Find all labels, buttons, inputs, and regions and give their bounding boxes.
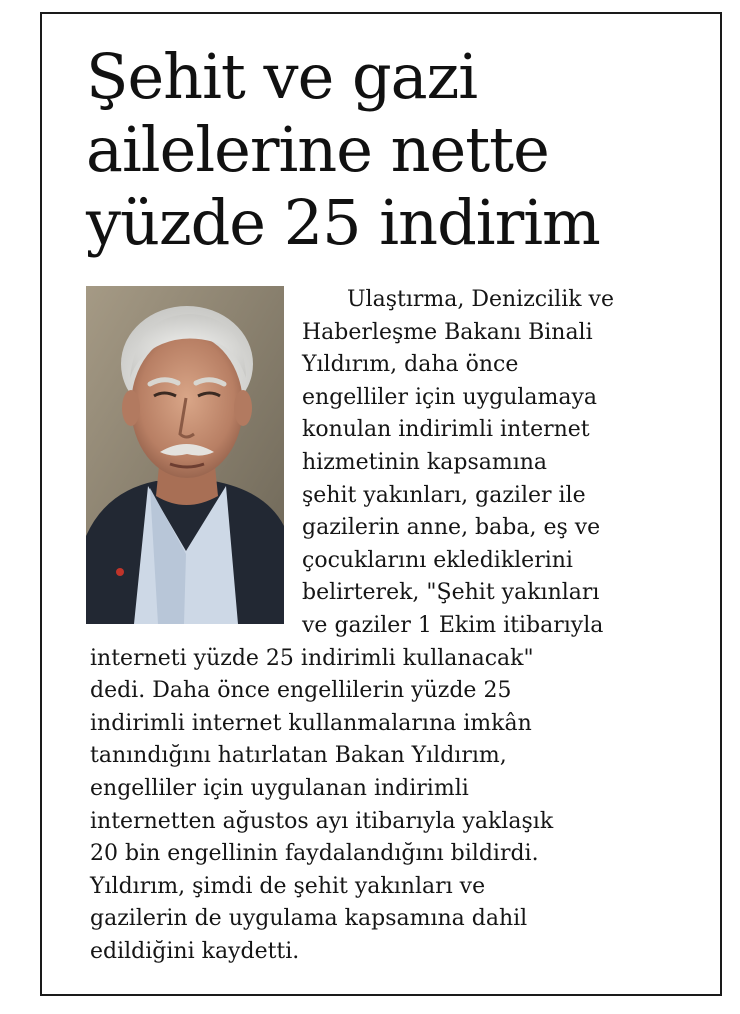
headline-line: Şehit ve gazi [86,40,478,113]
body-line: Haberleşme Bakanı Binali [302,319,593,345]
body-line: interneti yüzde 25 indirimli kullanacak" [90,645,534,671]
headline [86,40,716,259]
body-line: edildiğini kaydetti. [90,938,300,964]
body-line: hizmetinin kapsamına [302,449,548,475]
article-body [90,284,702,968]
body-line: belirterek, "Şehit yakınları [302,580,600,606]
body-line: engelliler için uygulamaya [302,384,598,410]
headline-line: yüzde 25 indirim [86,186,600,259]
body-line: Yıldırım, daha önce [302,352,519,378]
body-line: konulan indirimli internet [302,417,590,443]
body-line: çocuklarını eklediklerini [302,547,573,573]
body-line: indirimli internet kullanmalarına imkân [90,710,532,736]
body-line: internetten ağustos ayı itibarıyla yaklaşık [90,808,554,834]
headline-line: ailelerine nette [86,113,549,186]
body-line: Yıldırım, şimdi de şehit yakınları ve [90,873,486,899]
body-line: engelliler için uygulanan indirimli [90,775,469,801]
body-line: Ulaştırma, Denizcilik ve [347,287,614,312]
body-line: gazilerin de uygulama kapsamına dahil [90,906,528,932]
body-line: 20 bin engellinin faydalandığını bildirdi. [90,841,539,867]
body-line: dedi. Daha önce engellilerin yüzde 25 [90,678,512,704]
body-line: tanındığını hatırlatan Bakan Yıldırım, [90,743,507,769]
body-line: şehit yakınları, gaziler ile [302,482,586,508]
news-clipping [40,12,722,996]
body-line: ve gaziler 1 Ekim itibarıyla [302,612,604,638]
body-line: gazilerin anne, baba, eş ve [302,515,601,541]
